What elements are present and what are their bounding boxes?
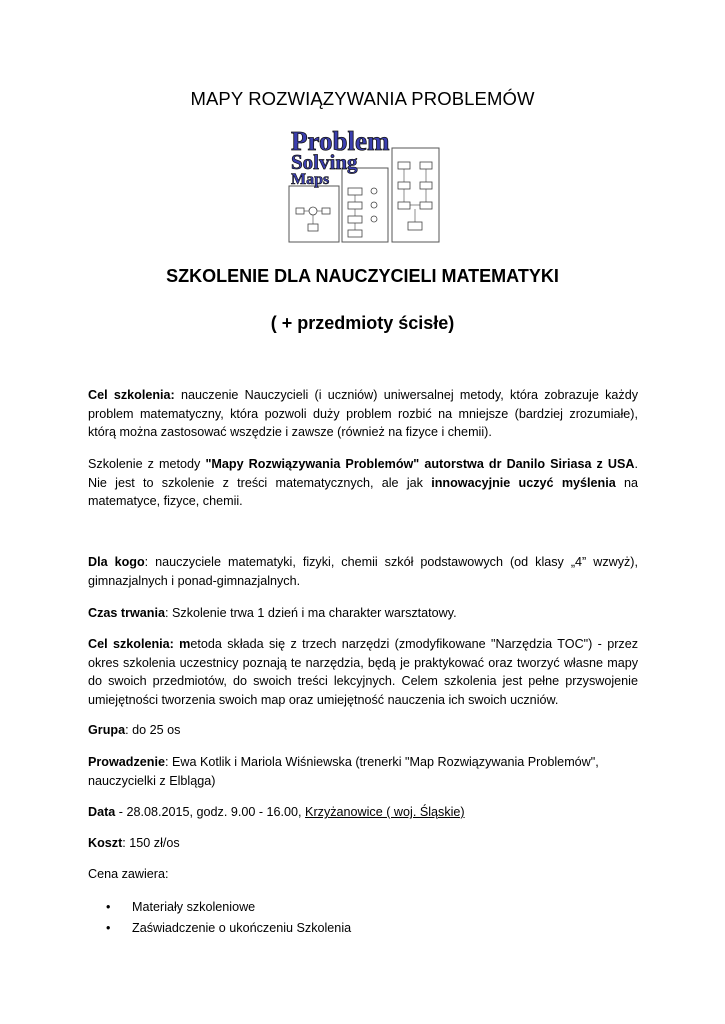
list-item-text: Zaświadczenie o ukończeniu Szkolenia [132,921,352,935]
grupa-label: Grupa [88,723,126,737]
problem-solving-maps-logo [288,126,441,244]
method-text-2: . Nie jest to szkolenie z treści matematycznych, ale jak [88,457,638,490]
prowadzenie-label: Prowadzenie [88,755,165,769]
method-text-3: na matematyce, fizyce, chemii. [88,475,639,508]
includes-list [88,897,638,939]
list-item [88,897,638,918]
dla-kogo-text: : nauczyciele matematyki, fizyki, chemii szkół podstawowych (od klasy „4” wzwyż), gimnazjalnych i ponad-gimnazjalnych. [88,555,638,588]
koszt-label: Koszt [88,836,123,850]
method-paragraph [88,455,638,511]
czas-trwania-paragraph [88,604,638,623]
method-text-1: Szkolenie z metody [88,457,206,471]
cel-szkolenia-2-label: Cel szkolenia: m [88,637,191,651]
grupa-text: : do 25 os [125,723,181,737]
logo-word-problem: Problem [291,126,390,156]
sub-heading: ( + przedmioty ścisłe) [270,313,455,333]
czas-trwania-text: : Szkolenie trwa 1 dzień i ma charakter warsztatowy. [165,606,457,620]
list-item [88,918,638,939]
cel-szkolenia-label: Cel szkolenia: [88,388,175,402]
cena-zawiera-text: Cena zawiera: [88,867,169,881]
data-text: - 28.08.2015, godz. 9.00 - 16.00, [115,805,306,819]
method-emphasis: innowacyjnie uczyć myślenia [431,475,616,490]
cel-szkolenia-paragraph [88,386,638,442]
cel-szkolenia-text: nauczenie Nauczycieli (i uczniów) uniwersalnej metody, która zobrazuje każdy problem matematyczny, która pozwoli duży problem rozbić na mniejsze (bardziej zrozumiałe), którą można zastosować wszędzie i zawsze (również na fizyce i chemii). [88,388,638,439]
dla-kogo-label: Dla kogo [88,555,145,569]
grupa-paragraph [88,721,638,740]
list-item-text: Materiały szkoleniowe [132,900,256,914]
bullet-icon: • [106,900,111,914]
prowadzenie-paragraph [88,753,638,790]
main-heading: SZKOLENIE DLA NAUCZYCIELI MATEMATYKI [166,266,559,286]
data-paragraph [88,803,638,822]
logo-word-solving: Solving [291,150,358,174]
logo-word-maps: Maps [291,171,330,188]
document-title: MAPY ROZWIĄZYWANIA PROBLEMÓW [190,88,535,109]
location-link[interactable]: Krzyżanowice ( woj. Śląskie) [305,805,465,819]
data-label: Data [88,805,116,819]
koszt-text: : 150 zł/os [122,836,180,850]
prowadzenie-text: : Ewa Kotlik i Mariola Wiśniewska (trenerki "Map Rozwiązywania Problemów", nauczycielki z Elbląga) [88,755,599,788]
bullet-icon: • [106,921,111,935]
czas-trwania-label: Czas trwania [88,606,165,620]
dla-kogo-paragraph [88,553,638,590]
cel-szkolenia-2-paragraph [88,635,638,709]
koszt-paragraph [88,834,638,853]
cel-szkolenia-2-text: etoda składa się z trzech narzędzi (zmodyfikowane "Narzędzia TOC") - przez okres szkolenia uczestnicy poznają te narzędzia, będą je praktykować oraz tworzyć własne mapy do swoich przedmiotów, do swoich treści lekcyjnych. Celem szkolenia jest pełne przyswojenie umiejętności tworzenia swoich map oraz umiejętność nauczenia ich swoich uczniów. [88,637,639,707]
method-name: "Mapy Rozwiązywania Problemów" autorstwa dr Danilo Siriasa z USA [205,457,635,471]
